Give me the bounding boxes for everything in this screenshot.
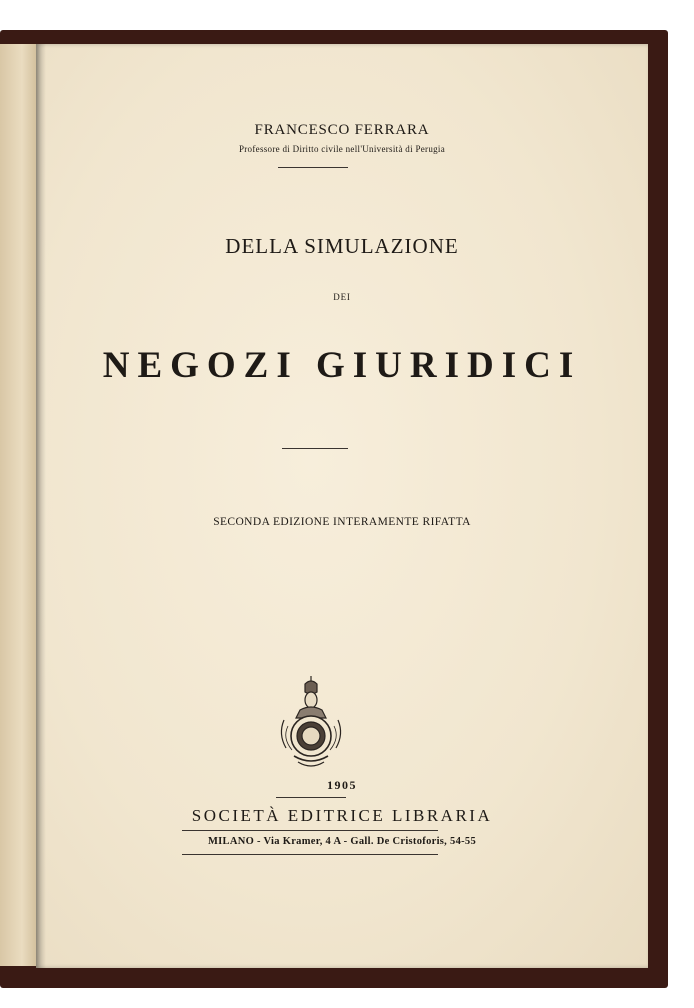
title-main: NEGOZI GIURIDICI — [102, 345, 582, 386]
title-page — [36, 44, 648, 968]
publisher-rule-bottom — [182, 854, 438, 855]
publication-year: 1905 — [327, 778, 357, 792]
publisher-name: SOCIETÀ EDITRICE LIBRARIA — [191, 806, 493, 825]
author-subtitle: Professore di Diritto civile nell'Università di Perugia — [238, 144, 446, 154]
publisher-rule-top — [182, 830, 438, 831]
left-page-edge — [0, 44, 40, 966]
author-name: FRANCESCO FERRARA — [254, 122, 430, 138]
title-line-1: DELLA SIMULAZIONE — [225, 234, 459, 258]
year-rule — [276, 797, 346, 798]
spine-shadow — [36, 44, 46, 968]
publisher-emblem-icon — [274, 674, 348, 774]
publisher-address: MILANO - Via Kramer, 4 A - Gall. De Cristoforis, 54-55 — [207, 836, 477, 847]
edition-note: SECONDA EDIZIONE INTERAMENTE RIFATTA — [213, 516, 471, 528]
title-rule — [282, 448, 348, 449]
title-line-2: DEI — [333, 292, 351, 302]
author-rule — [278, 167, 348, 168]
